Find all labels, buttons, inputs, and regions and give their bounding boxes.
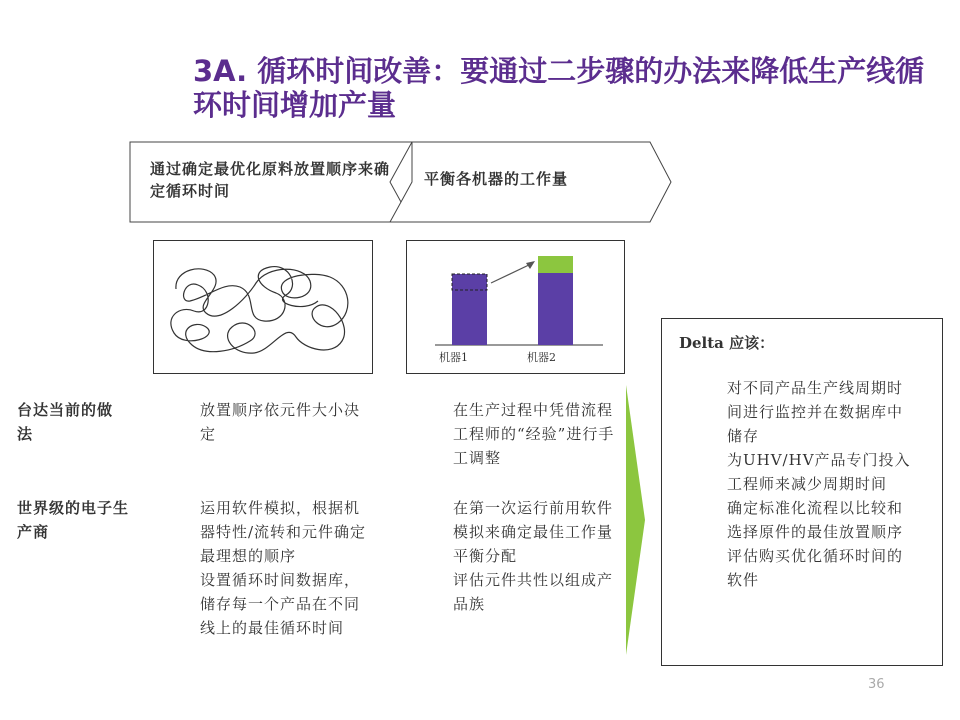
arrow-head-icon [526,261,535,269]
tick-label-machine-2: 机器2 [527,351,556,364]
delta-item: 对不同产品生产线周期时间进行监控并在数据库中储存 [727,379,904,445]
bar-machine-2-added-segment [538,256,573,273]
delta-item: 为UHV/HV产品专门投入工程师来减少周期时间 [727,451,911,493]
delta-title: Delta 应该： [679,334,775,352]
row-heading-world-class: 世界级的电子生产商 [17,499,130,541]
transfer-arrow [491,263,533,283]
tangled-line-icon [154,241,372,373]
process-chevrons [128,140,673,224]
machine-workload-chart [406,240,625,374]
world-class-sequence-text: 运用软件模拟，根据机器特性/流转和元件确定最理想的顺序 设置循环时间数据库，储存每一个产品在不同线上的最佳循环时间 [200,499,367,637]
delta-item: 评估购买优化循环时间的软件 [727,547,904,589]
delta-recommendations [727,376,917,592]
row-heading-current: 台达当前的做法 [17,401,114,443]
world-class-balance-text: 在第一次运行前用软件模拟来确定最佳工作量平衡分配 评估元件共性以组成产品族 [453,499,614,613]
page-title: 3A. 循环时间改善：要通过二步骤的办法来降低生产线循环时间增加产量 [193,54,925,122]
chevron-step-2: 平衡各机器的工作量 [424,170,569,188]
chevron-step-1: 通过确定最优化原料放置顺序来确定循环时间 [150,160,391,200]
delta-item: 确定标准化流程以比较和选择原件的最佳放置顺序 [727,499,904,541]
current-sequence-text: 放置顺序依元件大小决定 [200,401,361,443]
current-balance-text: 在生产过程中凭借流程工程师的“经验”进行手工调整 [453,401,615,467]
bar-machine-1 [452,274,487,345]
tick-label-machine-1: 机器1 [439,351,468,364]
green-arrow-icon [626,385,646,655]
bar-machine-2 [538,273,573,345]
tangled-sequence-diagram [153,240,373,374]
page-number: 36 [868,677,885,692]
